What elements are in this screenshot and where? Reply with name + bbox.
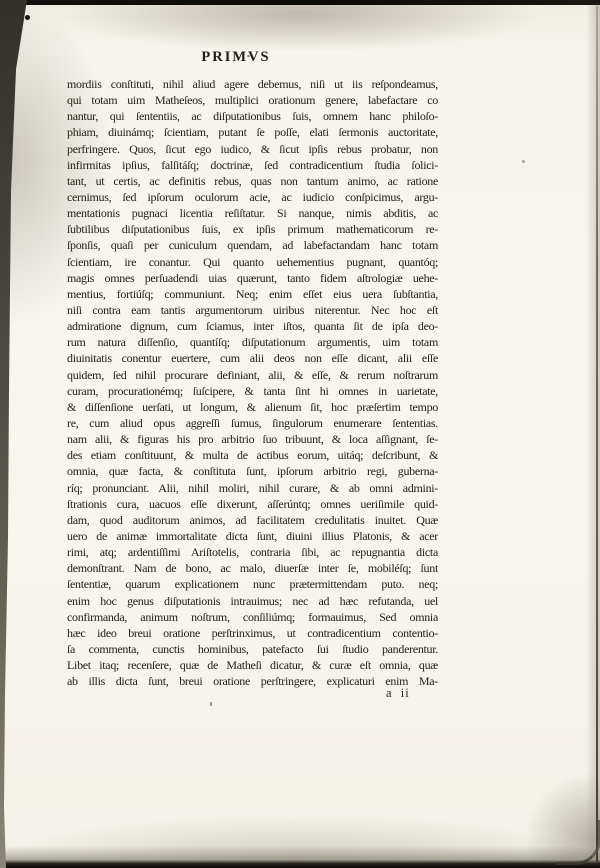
text-line: mordiis conſtituti, nihil aliud agere debemus, niſi ut iis reſpondeamus, (67, 77, 438, 91)
text-line: re, cum aliud opus aggreſſi ſumus, ſingulorum enumerare ſententias. (67, 415, 438, 430)
text-line: omnia, quæ facta, & conſtituta ſunt, ipſorum arbitrio regi, guberna- (67, 464, 438, 479)
text-line: quidem, ſed nihil procurare definiant, alii, & eſſe, & rerum noſtrarum (67, 367, 438, 382)
text-line: qui totam uim Matheſeos, multiplici orationum genere, labefactare co (67, 93, 438, 108)
text-line: cernimus, ſed ipſorum oculorum acie, ac iudicio conſpicimus, argu- (67, 189, 438, 204)
text-line: admiratione dignum, cum ſciamus, inter iſtos, quanta ſit de ipſa deo- (67, 319, 438, 334)
text-line: phiam, diuinámq; ſcientiam, putant ſe poſſe, elati ſermonis auctoritate, (67, 125, 438, 140)
text-line: ſcientiam, ire conantur. Qui quanto uehementius pugnant, quantóq; (67, 254, 438, 269)
text-line: tant, ut certis, ac definitis rebus, quas non tantum animo, ac ratione (67, 173, 438, 188)
text-line: ſubtilibus diſputationibus ſuis, ex ipſis primum mathematicorum re- (67, 222, 438, 237)
text-line: enim hoc genus diſputationis intrauimus; nec ad hæc refutanda, uel (67, 593, 438, 608)
text-line: nam alii, & figuras his pro arbitrio ſuo tribuunt, & loca aſſignant, ſe- (67, 432, 438, 447)
text-line: mentationis pugnaci licentia reſiſtatur. Si nanque, nimis abditis, ac (67, 206, 438, 221)
paper-speck (522, 160, 525, 163)
text-line: rum natura diſſenſio, quantíſq; diſputationum argumentis, uim totam (67, 335, 438, 350)
text-line: niſi contra eam tantis argumentorum uiribus niterentur. Nec hoc eſt (67, 302, 438, 317)
text-line: perfringere. Quos, ſicut ego iudico, & ſicut ipſis rebus probatur, non (67, 141, 438, 156)
body-text-block (67, 76, 438, 689)
text-line: des etiam conſtituunt, & multa de actibus eorum, uitáq; deſcribunt, & (67, 448, 438, 463)
text-line: magis omnes perſuadendi uias quærunt, tanto fidem aſtrologiæ uehe- (67, 270, 438, 285)
text-line: demonſtrant. Nam de bono, ac malo, diuerſæ inter ſe, mobiléſq; ſunt (67, 561, 438, 576)
scan-edge-top (0, 0, 600, 5)
text-line: infirmitas ipſius, falſitáſq; doctrinæ, ſed contradicentium ſtudia ſolici- (67, 157, 438, 172)
text-line: ſponſis, quaſi per cuniculum quendam, ad labefactandam hanc totam (67, 238, 438, 253)
text-line: hæc ideo breui oratione perſtrinximus, ut contradicentium contentio- (67, 625, 438, 640)
text-line: curam, procurationémq; ſuſcipere, & tanta ſint hi omnes in uarietate, (67, 383, 438, 398)
text-line: rimi, atq; ardentiſſimi Ariſtotelis, contraria ſibi, ac repugnantia dicta (67, 545, 438, 560)
text-line: ſtrationis cura, uacuos eſſe dixerunt, aſſerúntq; omnes ueriſimile quid- (67, 496, 438, 511)
text-line: ſa commenta, cunctis hominibus, patefacto ſui ſtudio panderentur. (67, 641, 438, 656)
scan-edge-right (596, 6, 598, 862)
scan-edge-left (0, 0, 30, 868)
text-line: nantur, qui ſententiis, ac diſputationibus ſuis, omnem hanc philoſo- (67, 109, 438, 124)
text-line: & diſſenſione uerſati, ut longum, & alienum ſit, hoc præſertim tempo (67, 399, 438, 414)
running-title: PRIMVS (201, 49, 271, 65)
text-line: ſententiæ, quarum explicationem nunc prætermittendam puto. neq; (67, 577, 438, 592)
signature-mark: a ii (386, 686, 410, 700)
text-line: ab illis dicta ſunt, breui oratione perſtringere, explicaturi enim Ma- (67, 674, 438, 689)
ink-spot (25, 15, 30, 20)
text-line: ríq; pronunciant. Alii, nihil moliri, nihil curare, & ab omni admini- (67, 480, 438, 495)
scan-edge-bottom (0, 860, 600, 868)
text-line: confirmanda, animum noſtrum, conſiliúmq; formauimus, Sed omnia (67, 609, 438, 624)
text-line: uero de animæ immortalitate dicta ſunt, diuini illius Platonis, & acer (67, 528, 438, 543)
scan-shadow-bottom (0, 846, 600, 860)
text-line: diuinitatis conentur euertere, cum alii deos non eſſe dicant, alii eſſe (67, 351, 438, 366)
paper-speck (210, 702, 212, 706)
text-line: dam, quod auditorum animos, ad facilitatem credulitatis inuitet. Quæ (67, 512, 438, 527)
text-line: Libet itaq; recenſere, quæ de Matheſi dicatur, & curæ eſt omnia, quæ (67, 658, 438, 673)
text-line: mentius, fortiúſq; communiunt. Neq; enim eſſet eius uera ſubſtantia, (67, 286, 438, 301)
